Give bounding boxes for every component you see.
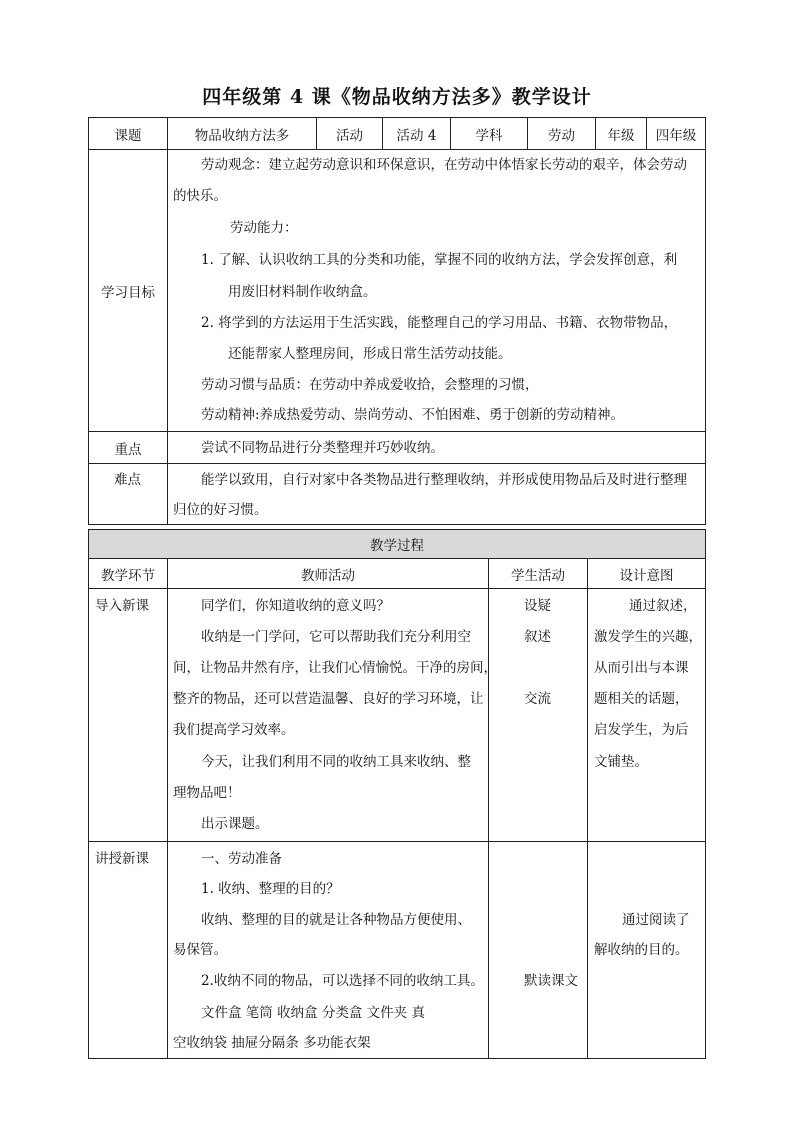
- goals-line: 还能帮家人整理房间，形成日常生活劳动技能。: [228, 346, 512, 362]
- intro-teacher-line: 间，让物品井然有序，让我们心情愉悦。干净的房间，: [173, 660, 497, 676]
- grade-value: 四年级: [655, 127, 697, 144]
- lesson-teacher-line: 易保管。: [173, 942, 227, 958]
- activity-value: 活动 4: [396, 127, 437, 144]
- intro-student-item: 交流: [524, 691, 551, 707]
- difficulty-line: 归位的好习惯。: [173, 502, 268, 518]
- col-student-cell: [488, 558, 588, 589]
- process-heading-cell: [88, 529, 706, 559]
- key-point-text: 尝试不同物品进行分类整理并巧妙收纳。: [201, 440, 444, 456]
- grade-value-cell: [646, 117, 706, 150]
- activity-label-cell: [316, 117, 383, 150]
- topic-value-cell: [167, 117, 317, 150]
- difficulty-line: 能学以致用，自行对家中各类物品进行整理收纳，并形成使用物品后及时进行整理: [201, 472, 687, 488]
- col-stage-cell: [88, 558, 168, 589]
- lesson-teacher-line: 一、劳动准备: [201, 851, 282, 867]
- intro-student-item: 设疑: [524, 598, 551, 614]
- topic-label-cell: [88, 117, 168, 150]
- intro-stage-cell: [88, 588, 168, 842]
- subject-value: 劳动: [548, 127, 575, 144]
- goals-line: 1. 了解、认识收纳工具的分类和功能，掌握不同的收纳方法，学会发挥创意，利: [201, 252, 678, 268]
- goals-line: 2. 将学到的方法运用于生活实践，能整理自己的学习用品、书籍、衣物带物品，: [201, 315, 678, 331]
- goals-label: 学习目标: [101, 284, 155, 301]
- intro-intent-line: 启发学生，为后: [594, 722, 689, 738]
- intro-intent-line: 激发学生的兴趣，: [594, 629, 702, 645]
- intro-intent-line: 题相关的话题，: [594, 691, 689, 707]
- goals-line: 劳动能力：: [230, 220, 298, 236]
- grade-label: 年级: [607, 127, 635, 144]
- lesson-stage-label: 讲授新课: [95, 851, 149, 867]
- document-title: 四年级第 4 课《物品收纳方法多》教学设计: [202, 86, 592, 108]
- subject-label-cell: [450, 117, 528, 150]
- goals-label-cell: [88, 149, 168, 432]
- intro-teacher-line: 今天，让我们利用不同的收纳工具来收纳、整: [201, 754, 471, 770]
- intro-teacher-line: 我们提高学习效率。: [173, 722, 295, 738]
- intro-student-item: 叙述: [524, 629, 551, 645]
- col-intent-header: 设计意图: [619, 567, 674, 584]
- intro-intent-line: 文铺垫。: [594, 754, 648, 770]
- intro-intent-line: 通过叙述，: [629, 598, 697, 614]
- goals-line: 劳动观念：建立起劳动意识和环保意识，在劳动中体悟家长劳动的艰辛，体会劳动: [201, 157, 687, 173]
- lesson-teacher-line: 文件盒 笔筒 收纳盒 分类盒 文件夹 真: [201, 1005, 425, 1021]
- goals-line: 用废旧材料制作收纳盒。: [228, 284, 377, 300]
- lesson-teacher-line: 收纳、整理的目的就是让各种物品方便使用、: [201, 912, 471, 928]
- intro-stage-label: 导入新课: [95, 598, 149, 614]
- lesson-teacher-line: 空收纳袋 抽屉分隔条 多功能衣架: [173, 1035, 371, 1051]
- lesson-teacher-line: 1. 收纳、整理的目的？: [201, 881, 340, 897]
- lesson-teacher-line: 2.收纳不同的物品，可以选择不同的收纳工具。: [201, 973, 484, 989]
- goals-line: 的快乐。: [173, 188, 227, 204]
- key-point-label-cell: [88, 431, 168, 464]
- col-teacher-cell: [167, 558, 489, 589]
- lesson-intent-line: 解收纳的目的。: [594, 942, 689, 958]
- key-point-label: 重点: [114, 441, 142, 458]
- goals-line: 劳动精神:养成热爱劳动、崇尚劳动、不怕困难、勇于创新的劳动精神。: [201, 407, 625, 423]
- col-intent-cell: [587, 558, 706, 589]
- lesson-student-item: 默读课文: [524, 973, 578, 989]
- topic-label: 课题: [114, 127, 142, 144]
- intro-intent-line: 从而引出与本课: [594, 660, 689, 676]
- intro-teacher-line: 理物品吧！: [173, 785, 241, 801]
- difficulty-label: 难点: [114, 472, 141, 488]
- activity-value-cell: [382, 117, 451, 150]
- lesson-student-cell: [488, 841, 588, 1059]
- intro-teacher-line: 同学们，你知道收纳的意义吗？: [201, 598, 390, 614]
- intro-teacher-line: 出示课题。: [201, 816, 269, 832]
- grade-label-cell: [595, 117, 647, 150]
- intro-teacher-line: 整齐的物品，还可以营造温馨、良好的学习环境，让: [173, 691, 484, 707]
- col-stage-header: 教学环节: [101, 567, 155, 584]
- col-student-header: 学生活动: [511, 567, 565, 584]
- col-teacher-header: 教师活动: [301, 567, 355, 584]
- goals-line: 劳动习惯与品质：在劳动中养成爱收拾，会整理的习惯，: [201, 377, 539, 393]
- intro-teacher-line: 收纳是一门学问，它可以帮助我们充分利用空: [201, 629, 471, 645]
- topic-value: 物品收纳方法多: [194, 127, 290, 144]
- process-heading: 教学过程: [370, 538, 424, 554]
- lesson-stage-cell: [88, 841, 168, 1059]
- activity-label: 活动: [336, 127, 363, 144]
- lesson-intent-line: 通过阅读了: [622, 912, 690, 928]
- subject-value-cell: [527, 117, 596, 150]
- subject-label: 学科: [475, 127, 503, 144]
